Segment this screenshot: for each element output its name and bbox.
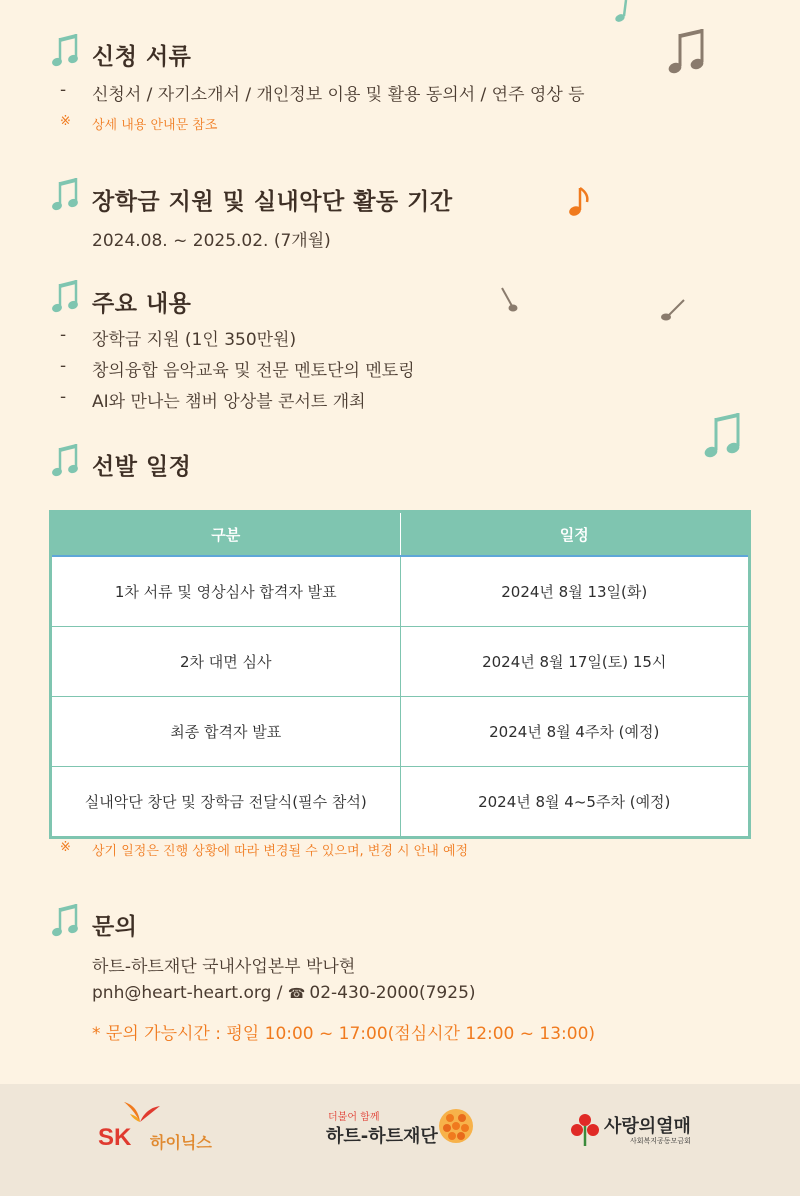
section-note-icon (52, 32, 80, 68)
phone-icon: ☎ (287, 986, 306, 1002)
contact-phone: 02-430-2000(7925) (309, 983, 476, 1003)
section-note-icon (52, 442, 80, 478)
table-cell: 2024년 8월 4주차 (예정) (400, 697, 750, 767)
bullet-dash: - (60, 80, 67, 100)
column-header: 구분 (51, 512, 401, 557)
contact-email[interactable]: pnh@heart-heart.org (92, 983, 272, 1003)
love-logo-text: 사랑의열매 (604, 1116, 691, 1137)
table-header-row (51, 512, 750, 557)
table-cell: 2024년 8월 4~5주차 (예정) (400, 767, 750, 838)
table-row (51, 556, 750, 627)
apply-docs-item: 신청서 / 자기소개서 / 개인정보 이용 및 활용 동의서 / 연주 영상 등 (92, 85, 585, 105)
section-note-icon (52, 176, 80, 212)
table-row (51, 697, 750, 767)
contact-dept: 하트-하트재단 국내사업본부 박나현 (92, 957, 356, 977)
love-fruit-icon (570, 1112, 600, 1146)
contact-email-phone (92, 983, 476, 1003)
heart-heart-logo (326, 1108, 486, 1158)
bullet-dash: - (60, 387, 67, 407)
apply-docs-title: 신청 서류 (92, 44, 192, 70)
love-fruit-logo (570, 1112, 730, 1156)
bullet-dash: - (60, 356, 67, 376)
note-mark: ※ (60, 840, 71, 855)
period-text: 2024.08. ~ 2025.02. (7개월) (92, 231, 331, 251)
main-content-item: 장학금 지원 (1인 350만원) (92, 330, 297, 350)
table-cell: 1차 서류 및 영상심사 합격자 발표 (51, 556, 401, 627)
sk-logo-mark: SK (98, 1124, 132, 1151)
bullet-dash: - (60, 325, 67, 345)
table-cell: 2024년 8월 17일(토) 15시 (400, 627, 750, 697)
schedule-table (49, 510, 751, 839)
section-note-icon (52, 902, 80, 938)
footer (0, 1084, 800, 1196)
brown-tilted-note-icon (658, 298, 688, 322)
table-cell: 실내악단 창단 및 장학금 전달식(필수 참석) (51, 767, 401, 838)
contact-hours: * 문의 가능시간 : 평일 10:00 ~ 17:00(점심시간 12:00 ~ 13:00) (92, 1024, 596, 1044)
note-mark: ※ (60, 114, 71, 129)
brown-double-note-icon (668, 26, 708, 78)
table-row (51, 767, 750, 838)
sk-logo-text: 하이닉스 (150, 1133, 212, 1152)
schedule-title: 선발 일정 (92, 454, 192, 480)
column-header: 일정 (400, 512, 750, 557)
main-content-item: 창의융합 음악교육 및 전문 멘토단의 멘토링 (92, 361, 415, 381)
section-note-icon (52, 278, 80, 314)
heart-logo-text: 하트-하트재단 (326, 1126, 438, 1147)
main-content-title: 주요 내용 (92, 291, 192, 317)
period-title: 장학금 지원 및 실내악단 활동 기간 (92, 189, 453, 215)
table-cell: 2차 대면 심사 (51, 627, 401, 697)
main-content-item: AI와 만나는 챔버 앙상블 콘서트 개최 (92, 392, 366, 412)
separator: / (271, 983, 288, 1003)
small-green-note-icon (612, 0, 634, 24)
contact-title: 문의 (92, 914, 138, 940)
brown-slanted-note-icon (500, 286, 520, 314)
table-cell: 최종 합격자 발표 (51, 697, 401, 767)
love-logo-sub: 사회복지공동모금회 (630, 1137, 691, 1145)
schedule-note: 상기 일정은 진행 상황에 따라 변경될 수 있으며, 변경 시 안내 예정 (92, 844, 469, 859)
orange-eighth-note-icon (567, 186, 593, 218)
sk-hynix-logo (98, 1100, 238, 1150)
table-cell: 2024년 8월 13일(화) (400, 556, 750, 627)
table-row (51, 627, 750, 697)
apply-docs-note: 상세 내용 안내문 참조 (92, 118, 218, 133)
heart-logo-tagline: 더불어 함께 (328, 1112, 380, 1123)
green-double-note-icon (704, 410, 744, 462)
heart-dots-icon (438, 1108, 474, 1144)
